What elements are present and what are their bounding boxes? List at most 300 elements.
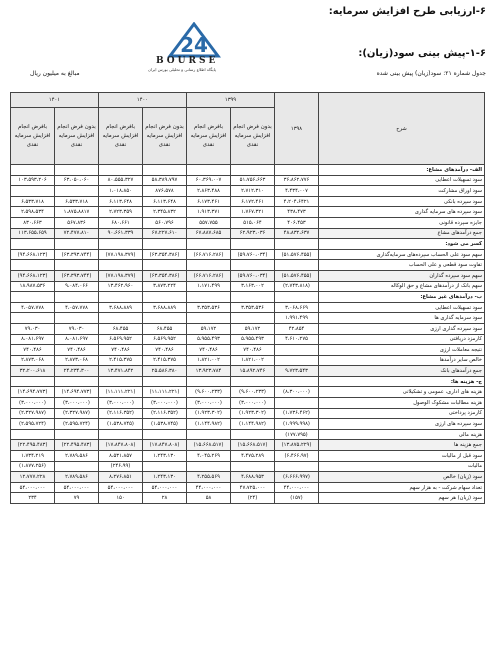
table-cell-value	[55, 292, 99, 303]
table-body	[11, 165, 485, 504]
row-label: سود قبل از مالیات	[319, 451, 485, 462]
row-label: هزینه مطالبات مشکوک الوصول	[319, 398, 485, 409]
table-cell-value	[11, 239, 55, 250]
table-cell-value: (۱،۵۳۸،۷۴۵)	[143, 419, 187, 430]
table-cell-value: ۵۴،۰۰۰،۰۰۰	[55, 482, 99, 493]
table-cell-value: (۱،۹۲۳،۳۰۲)	[187, 408, 231, 419]
table-cell-value: (۹۴،۶۶۸،۱۲۳)	[11, 270, 55, 281]
table-cell-value: (۱،۷۳۶،۴۶۲)	[275, 408, 319, 419]
table-cell-value: ۵۶۷،۸۳۶	[55, 217, 99, 228]
table-cell-value: (۲،۵۹۵،۷۲۴)	[55, 419, 99, 430]
row-label: سود (زیان) هر سهم	[319, 493, 485, 504]
table-cell-value: ۲،۸۷۳،۰۶۸	[11, 355, 55, 366]
table-cell-value: ۸،۲۷۶،۸۵۱	[99, 472, 143, 483]
table-cell-value	[187, 292, 231, 303]
table-cell-value	[143, 376, 187, 387]
table-cell-value: ۳،۳۵۳،۵۳۶	[231, 302, 275, 313]
table-cell-value	[275, 165, 319, 176]
table-cell-value: ۱،۷۶۷،۳۲۱	[231, 207, 275, 218]
table-cell-value: ۳۶،۸۶۲،۷۷۶	[275, 175, 319, 186]
table-cell-value	[11, 429, 55, 440]
row-label: ب- درآمدهای غیر مشاع:	[319, 292, 485, 303]
table-row	[11, 376, 485, 387]
table-cell-value: ۵۹،۱۷۲	[187, 323, 231, 334]
table-cell-value: (۶۳،۳۵۴،۳۸۶)	[143, 249, 187, 260]
without-capital-increase-header: بدون فرض انجام افزایش سرمایه نقدی	[55, 108, 99, 165]
table-row	[11, 323, 485, 334]
table-cell-value: (۱۳،۸۷۵،۲۲۹)	[275, 440, 319, 451]
description-header: شرح	[319, 93, 485, 165]
table-row	[11, 239, 485, 250]
table-cell-value: ۲،۷۸۹،۵۸۶	[55, 451, 99, 462]
table-cell-value: ۶،۵۳۳،۷۱۸	[55, 196, 99, 207]
row-label: سود (زیان) خالص	[319, 472, 485, 483]
with-capital-increase-header: بافرض انجام افزایش سرمایه نقدی	[187, 108, 231, 165]
table-cell-value	[187, 376, 231, 387]
subsection-title: ۱-۶-پیش بینی سود(زیان):	[358, 48, 486, 59]
row-label: هزینه مالی	[319, 429, 485, 440]
table-cell-value: ۷۴۰،۴۸۶	[11, 345, 55, 356]
table-cell-value	[55, 239, 99, 250]
table-cell-value: ۱،۷۳۴،۲۱۹	[11, 451, 55, 462]
table-row	[11, 186, 485, 197]
table-cell-value: ۲،۴۱۵،۳۷۵	[143, 355, 187, 366]
table-cell-value	[275, 355, 319, 366]
table-cell-value: (۲،۷۴۳،۸۱۸)	[275, 281, 319, 292]
table-cell-value: (۳،۰۰۰،۰۰۰)	[187, 398, 231, 409]
table-cell-value: ۹،۰۸۴،۰۶۶	[55, 281, 99, 292]
table-row	[11, 408, 485, 419]
table-cell-value	[143, 292, 187, 303]
table-row	[11, 451, 485, 462]
table-cell-value	[231, 461, 275, 472]
table-cell-value: (۶۶،۷۱۶،۲۸۶)	[187, 249, 231, 260]
section-title: ۶-ارزیابی طرح افزایش سرمایه:	[328, 6, 486, 17]
row-label: سهم سود علی الحساب سپرده‌های سرمایه‌گذاری	[319, 249, 485, 260]
table-cell-value: ۸۷۶،۵۷۸	[143, 186, 187, 197]
table-row	[11, 281, 485, 292]
table-cell-value	[55, 429, 99, 440]
table-cell-value: (۳،۰۰۰،۰۰۰)	[99, 398, 143, 409]
row-label: سود سپرده های سرمایه گذاری	[319, 207, 485, 218]
table-cell-value	[187, 165, 231, 176]
table-cell-value: (۶،۴۶۶،۹۷)	[275, 451, 319, 462]
table-row	[11, 440, 485, 451]
table-row	[11, 270, 485, 281]
table-cell-value: (۱،۱۴۴،۹۸۲)	[187, 419, 231, 430]
row-label: جمع درآمدهای مشاع	[319, 228, 485, 239]
table-row	[11, 228, 485, 239]
table-cell-value: ۵۸،۳۸۹،۷۹۷	[143, 175, 187, 186]
row-label: سود سرمایه گذاری ها	[319, 313, 485, 324]
row-label: جمع هزینه ها	[319, 440, 485, 451]
table-cell-value: ۴۳۸،۴۷۳	[275, 207, 319, 218]
table-cell-value: ۲،۵۹۸،۵۳۴	[11, 207, 55, 218]
table-cell-value: ۶۸۰،۶۶۱	[99, 217, 143, 228]
base-year-header: ۱۳۹۸	[275, 93, 319, 165]
table-row	[11, 175, 485, 186]
table-cell-value: (۲،۳۲۷،۹۸۷)	[55, 408, 99, 419]
table-cell-value: ۱،۸۷۵،۸۸۱۷	[55, 207, 99, 218]
table-cell-value: ۸۳۰،۶۶۳	[11, 217, 55, 228]
table-cell-value: ۲،۷۸۹،۵۸۶	[55, 472, 99, 483]
table-cell-value: ۱۲،۷۷۷،۲۲۸	[11, 472, 55, 483]
table-cell-value: ۶،۵۳۳،۷۱۸	[11, 196, 55, 207]
table-cell-value	[11, 186, 55, 197]
table-cell-value: ۱،۰۱۸،۸۵۰	[99, 186, 143, 197]
table-cell-value	[231, 239, 275, 250]
table-cell-value: (۹،۶۰۰،۲۳۳)	[187, 387, 231, 398]
table-caption: جدول شماره ۲۱: سود(زیان) پیش بینی شده	[376, 70, 486, 77]
table-cell-value: (۱،۱۴۴،۹۸۲)	[231, 419, 275, 430]
table-cell-value: ۸،۵۳۱،۸۵۷	[99, 451, 143, 462]
table-cell-value: ۵،۹۵۵،۴۹۳	[231, 334, 275, 345]
table-cell-value: ۱۰۳،۵۹۳،۲۰۶	[11, 175, 55, 186]
table-cell-value	[55, 260, 99, 271]
table-cell-value: (۳،۰۰۰،۰۰۰)	[55, 398, 99, 409]
table-cell-value: ۲،۸۷۳،۰۶۸	[55, 355, 99, 366]
table-cell-value: ۴،۴۷۵،۲۸۹	[231, 451, 275, 462]
table-cell-value: (۱۷،۸۴۷،۸۰۸)	[99, 440, 143, 451]
table-cell-value: (۵۹،۷۶۰،۰۳۴)	[231, 249, 275, 260]
logo-tagline: پایگاه اطلاع رسانی و تحلیلی بورس ایران	[148, 67, 216, 72]
table-cell-value: ۳،۱۶۳،۰۰۲	[231, 281, 275, 292]
table-cell-value	[231, 376, 275, 387]
table-cell-value: (۶۶،۷۱۶،۲۸۶)	[187, 270, 231, 281]
table-cell-value: (۶،۶۶۶،۹۹۷)	[275, 472, 319, 483]
table-row	[11, 292, 485, 303]
table-cell-value	[99, 292, 143, 303]
row-label: سهم سود سپرده گذاران	[319, 270, 485, 281]
table-cell-value: ۱۵،۸۹۲،۷۴۶	[231, 366, 275, 377]
table-cell-value: ۴۷،۷۲۵،۰۰۰	[231, 482, 275, 493]
table-cell-value: ۴،۲۰۴،۶۴۲۱	[275, 196, 319, 207]
table-cell-value: (۱۵،۶۶۸،۵۱۷)	[187, 440, 231, 451]
table-cell-value	[275, 260, 319, 271]
table-row	[11, 355, 485, 366]
table-cell-value: ۸،۰۸۱،۶۹۷	[55, 334, 99, 345]
table-cell-value	[275, 239, 319, 250]
row-label: جمع درآمدهای بانک	[319, 366, 485, 377]
table-cell-value: ۷۴۰،۴۸۶	[99, 345, 143, 356]
table-cell-value: ۳،۶۸۸،۸۸۹	[99, 302, 143, 313]
table-cell-value: ۶۷،۸۸۷،۶۸۵	[187, 228, 231, 239]
table-cell-value: (۲،۱۱۶،۳۵۲)	[143, 408, 187, 419]
table-cell-value: (۲۲،۴۹۵،۴۸۳)	[11, 440, 55, 451]
profit-forecast-table	[10, 92, 485, 504]
table-cell-value: ۵۸	[187, 493, 231, 504]
table-cell-value: (۱،۸۷۷،۲۵۶)	[11, 461, 55, 472]
table-cell-value	[99, 313, 143, 324]
table-cell-value	[187, 239, 231, 250]
row-label: سود اوراق مشارکت	[319, 186, 485, 197]
table-cell-value	[143, 239, 187, 250]
table-cell-value: ۱۳،۴۶۲،۹۶۰	[99, 281, 143, 292]
table-cell-value	[99, 429, 143, 440]
table-cell-value	[11, 260, 55, 271]
table-cell-value: (۲،۱۱۶،۳۵۲)	[99, 408, 143, 419]
table-row	[11, 419, 485, 430]
table-cell-value: (۲،۳۲۷،۹۸۷)	[11, 408, 55, 419]
table-cell-value	[275, 376, 319, 387]
table-row	[11, 398, 485, 409]
table-cell-value: (۹۴،۶۶۸،۱۲۳)	[11, 249, 55, 260]
table-cell-value: ۲۴،۲۳۴،۳۰۰	[55, 366, 99, 377]
table-cell-value: ۳،۸۷۳،۲۲۴	[143, 281, 187, 292]
table-cell-value	[275, 292, 319, 303]
table-cell-value: ۲۸	[143, 493, 187, 504]
table-row	[11, 493, 485, 504]
table-row	[11, 313, 485, 324]
table-cell-value: ۳،۰۶۸،۶۶۹	[275, 302, 319, 313]
table-cell-value: ۴۸،۸۳۲،۶۳۷	[275, 228, 319, 239]
table-cell-value: ۷۹،۰۳۰	[55, 323, 99, 334]
row-label: سود تسهیلات اعطایی	[319, 302, 485, 313]
table-cell-value: ۶،۵۶۹،۹۵۲	[99, 334, 143, 345]
year-header-1401: ۱۴۰۱	[11, 93, 99, 108]
table-cell-value: (۵۱،۵۷۶،۴۵۵)	[275, 270, 319, 281]
row-label: ج- هزینه ها:	[319, 376, 485, 387]
table-cell-value: ۶،۱۱۳،۶۴۸	[143, 196, 187, 207]
table-cell-value: ۱،۹۹۱،۴۹۹	[275, 313, 319, 324]
table-cell-value: ۱۳،۹۲۳،۷۸۴	[187, 366, 231, 377]
table-cell-value: ۷۹،۰۳۰	[11, 323, 55, 334]
table-cell-value: ۷۴۰،۴۸۶	[143, 345, 187, 356]
with-capital-increase-header: بافرض انجام افزایش سرمایه نقدی	[11, 108, 55, 165]
table-cell-value: (۳،۰۰۰،۰۰۰)	[11, 398, 55, 409]
table-cell-value	[99, 376, 143, 387]
row-label: کسر می شود:	[319, 239, 485, 250]
bourse-logo-icon	[166, 22, 222, 58]
table-cell-value: ۱،۸۲۱،۰۰۲	[187, 355, 231, 366]
table-cell-value: (۱،۹۹۹،۹۹۸)	[275, 419, 319, 430]
table-cell-value: ۴،۶۱۰،۲۷۵	[275, 334, 319, 345]
table-row	[11, 482, 485, 493]
table-cell-value: ۷۴۰،۴۸۶	[187, 345, 231, 356]
table-cell-value	[231, 313, 275, 324]
table-cell-value: ۶،۱۷۳،۴۶۱	[187, 196, 231, 207]
table-cell-value	[143, 313, 187, 324]
table-cell-value: ۶۸،۴۵۵	[143, 323, 187, 334]
table-row	[11, 334, 485, 345]
row-label: سود سپرده های ارزی	[319, 419, 485, 430]
table-cell-value	[99, 260, 143, 271]
table-cell-value: ۴۴،۰۰۰،۰۰۰	[275, 482, 319, 493]
table-cell-value	[187, 260, 231, 271]
table-cell-value: ۶۸،۴۵۵	[99, 323, 143, 334]
row-label: الف- درآمدهای مشاع:	[319, 165, 485, 176]
page-header	[0, 0, 494, 90]
row-label: سود سپرده بانکی	[319, 196, 485, 207]
table-row	[11, 387, 485, 398]
year-header-1400: ۱۴۰۰	[99, 93, 187, 108]
table-row	[11, 260, 485, 271]
table-cell-value	[11, 165, 55, 176]
table-cell-value: ۷۴۰،۴۸۶	[231, 345, 275, 356]
table-cell-value	[55, 376, 99, 387]
table-cell-value: ۱،۲۴۳،۱۳۰	[143, 451, 187, 462]
table-cell-value: ۱۱۳،۶۵۵،۶۵۹	[11, 228, 55, 239]
table-cell-value: (۳،۰۰۰،۰۰۰)	[143, 398, 187, 409]
table-cell-value: (۳،۰۰۰،۰۰۰)	[231, 398, 275, 409]
table-cell-value: ۷۲،۴۷۷،۸۱۰	[55, 228, 99, 239]
bourse-logo	[148, 22, 243, 72]
table-cell-value	[275, 398, 319, 409]
table-row	[11, 461, 485, 472]
row-label: کارمزد دریافتی	[319, 334, 485, 345]
table-cell-value: (۱۱،۱۱۱،۲۲۱)	[143, 387, 187, 398]
table-cell-value: ۴۲،۸۵۴	[275, 323, 319, 334]
table-cell-value: ۹،۷۲۳،۵۴۳	[275, 366, 319, 377]
table-cell-value: ۱۳،۴۷۱،۸۴۲	[99, 366, 143, 377]
table-cell-value: (۵۹،۷۶۰،۰۳۴)	[231, 270, 275, 281]
table-cell-value: ۴،۰۵۷،۷۷۸	[11, 302, 55, 313]
row-label: تفاوت سود قطعی و علی الحساب	[319, 260, 485, 271]
table-cell-value: (۸،۳۰۰،۰۰۰)	[275, 387, 319, 398]
table-cell-value	[187, 313, 231, 324]
row-label: جایزه سپرده قانونی	[319, 217, 485, 228]
logo-wordmark: BOURSE	[156, 56, 219, 66]
table-cell-value: ۴۴،۰۰۰،۰۰۰	[187, 482, 231, 493]
table-cell-value: (۱۷۷،۷۹۵)	[275, 429, 319, 440]
table-cell-value: (۶۳،۳۹۳،۷۴۴)	[55, 249, 99, 260]
without-capital-increase-header: بدون فرض انجام افزایش سرمایه نقدی	[231, 108, 275, 165]
table-cell-value	[231, 429, 275, 440]
table-cell-value: ۳،۳۵۳،۵۳۶	[187, 302, 231, 313]
table-cell-value: ۹۰،۶۶۱،۳۳۹	[99, 228, 143, 239]
table-cell-value: ۵۱،۷۵۶،۶۶۳	[231, 175, 275, 186]
table-cell-value: ۶۳،۰۵۰،۰۶۰	[55, 175, 99, 186]
table-cell-value: ۴،۴۳۴،۰۰۷	[275, 186, 319, 197]
table-row	[11, 217, 485, 228]
table-cell-value: ۱،۸۲۱،۰۰۲	[231, 355, 275, 366]
table-cell-value: ۵۴،۰۰۰،۰۰۰	[11, 482, 55, 493]
table-cell-value: ۴،۲۵۵،۵۶۹	[187, 472, 231, 483]
table-cell-value: ۷۴۰،۴۸۶	[55, 345, 99, 356]
table-cell-value: ۲۵،۵۸۶،۳۸۰	[143, 366, 187, 377]
unit-note: مبالغ به میلیون ریال	[30, 70, 80, 77]
table-cell-value: ۵۵۷،۷۵۵	[187, 217, 231, 228]
table-cell-value: ۲،۴۱۵،۳۷۵	[99, 355, 143, 366]
table-cell-value	[99, 239, 143, 250]
table-cell-value: (۱،۵۳۸،۷۴۵)	[99, 419, 143, 430]
table-row	[11, 302, 485, 313]
table-cell-value: ۱۸،۹۸۷،۵۳۶	[11, 281, 55, 292]
table-cell-value: ۲،۷۲۳،۳۵۹	[99, 207, 143, 218]
table-cell-value: (۱۵،۶۶۸،۵۱۷)	[231, 440, 275, 451]
table-cell-value: (۷۷،۱۹۸،۳۷۹)	[99, 249, 143, 260]
table-row	[11, 366, 485, 377]
table-row	[11, 472, 485, 483]
row-label: تعداد سهام شرکت - به هزار سهم	[319, 482, 485, 493]
table-cell-value: ۵۱۵،۰۶۴	[231, 217, 275, 228]
table-cell-value: (۲۴۶،۹۹)	[99, 461, 143, 472]
table-cell-value: (۱۷،۸۴۷،۸۰۸)	[143, 440, 187, 451]
table-cell-value: (۲۲،۴۹۵،۴۸۳)	[55, 440, 99, 451]
row-label: سهم بانک از درآمدهای مشاع و حق الوکاله	[319, 281, 485, 292]
table-cell-value	[143, 260, 187, 271]
row-label: سود تسهیلات اعطایی	[319, 175, 485, 186]
row-label: هزینه های اداری، عمومی و تشکیلاتی	[319, 387, 485, 398]
table-cell-value: (۱۱،۱۱۱،۲۲۱)	[99, 387, 143, 398]
table-cell-value: ۶۲،۹۲۳،۰۳۶	[231, 228, 275, 239]
table-cell-value: ۵۴،۰۰۰،۰۰۰	[99, 482, 143, 493]
table-cell-value	[55, 186, 99, 197]
table-cell-value: ۷۹	[55, 493, 99, 504]
with-capital-increase-header: بافرض انجام افزایش سرمایه نقدی	[99, 108, 143, 165]
year-header-row	[11, 93, 485, 108]
table-cell-value	[143, 429, 187, 440]
year-header-1399: ۱۳۹۹	[187, 93, 275, 108]
table-cell-value: (۹،۶۰۰،۲۳۳)	[231, 387, 275, 398]
table-row	[11, 196, 485, 207]
table-cell-value: ۱،۱۷۱،۴۹۹	[187, 281, 231, 292]
table-cell-value: ۴،۰۵۷،۷۷۸	[55, 302, 99, 313]
table-cell-value	[11, 292, 55, 303]
table-row	[11, 207, 485, 218]
table-cell-value: (۱،۹۲۳،۳۰۲)	[231, 408, 275, 419]
table-cell-value: ۶،۱۱۳،۶۴۸	[99, 196, 143, 207]
table-cell-value: (۲۴)	[231, 493, 275, 504]
table-cell-value: ۲۳۴	[11, 493, 55, 504]
table-cell-value: ۸۰،۵۵۵،۳۲۷	[99, 175, 143, 186]
table-cell-value: (۶۳،۳۹۳،۷۴۴)	[55, 270, 99, 281]
table-cell-value: ۱،۹۱۳،۳۷۱	[187, 207, 231, 218]
table-cell-value	[143, 165, 187, 176]
table-cell-value: ۲،۸۶۳،۴۸۸	[187, 186, 231, 197]
without-capital-increase-header: بدون فرض انجام افزایش سرمایه نقدی	[143, 108, 187, 165]
table-cell-value	[187, 461, 231, 472]
table-cell-value: (۱۴،۶۹۴،۷۷۳)	[55, 387, 99, 398]
table-cell-value: (۱۴،۶۹۴،۷۷۳)	[11, 387, 55, 398]
row-label: کارمزد پرداختی	[319, 408, 485, 419]
table-row	[11, 165, 485, 176]
row-label: مالیات	[319, 461, 485, 472]
table-cell-value: (۵۱،۵۷۶،۴۵۵)	[275, 249, 319, 260]
table-cell-value: ۶۷،۲۲۷،۶۱۰	[143, 228, 187, 239]
table-cell-value: ۴،۰۴۵،۲۶۹	[187, 451, 231, 462]
table-cell-value	[231, 260, 275, 271]
row-label: نتیجه معاملات ارزی	[319, 345, 485, 356]
table-cell-value	[231, 292, 275, 303]
table-cell-value	[55, 313, 99, 324]
row-label: سود سپرده گذاری ارزی	[319, 323, 485, 334]
table-cell-value	[55, 165, 99, 176]
table-cell-value: (۱۵۷)	[275, 493, 319, 504]
svg-text:24: 24	[180, 33, 208, 57]
table-cell-value	[275, 461, 319, 472]
table-cell-value: (۷۷،۱۹۸،۳۷۹)	[99, 270, 143, 281]
table-cell-value: ۸،۰۸۱،۶۹۷	[11, 334, 55, 345]
table-cell-value	[11, 313, 55, 324]
table-cell-value: ۱،۲۴۳،۱۳۰	[143, 472, 187, 483]
table-cell-value: ۵۶۰،۷۹۶	[143, 217, 187, 228]
table-cell-value: ۶،۱۷۲،۴۶۱	[231, 196, 275, 207]
table-cell-value: ۲،۳۴۵،۸۳۲	[143, 207, 187, 218]
table-cell-value: ۲،۷۱۲،۳۱۰	[231, 186, 275, 197]
row-label: خالص سایر درآمدها	[319, 355, 485, 366]
table-cell-value: ۴۰۶،۴۵۳	[275, 217, 319, 228]
table-cell-value	[231, 165, 275, 176]
table-cell-value: ۵۴،۰۰۰،۰۰۰	[143, 482, 187, 493]
table-cell-value	[55, 461, 99, 472]
table-cell-value: ۱۵۰	[99, 493, 143, 504]
table-cell-value: ۵،۹۵۵،۴۹۳	[187, 334, 231, 345]
table-cell-value: ۵۹،۱۷۲	[231, 323, 275, 334]
table-cell-value	[99, 165, 143, 176]
table-row	[11, 345, 485, 356]
table-row	[11, 429, 485, 440]
